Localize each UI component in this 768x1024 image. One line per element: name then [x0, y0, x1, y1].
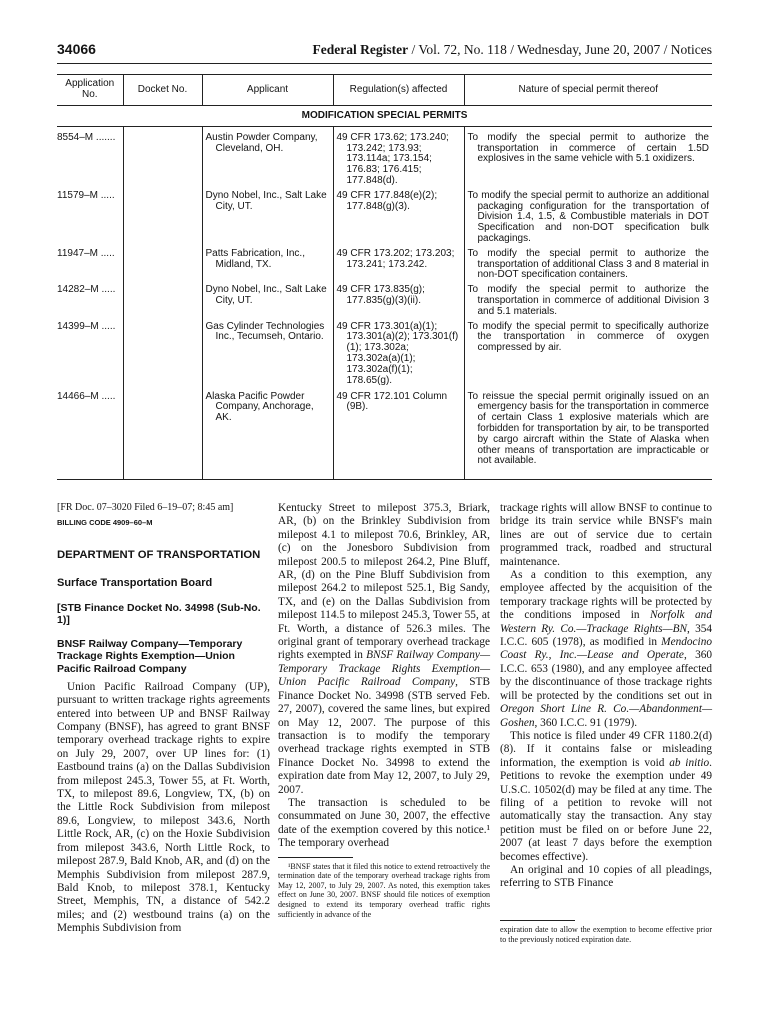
application-number: 11947–M ..... — [57, 247, 115, 259]
table-row — [57, 191, 712, 249]
body-paragraph — [278, 502, 490, 797]
body-paragraph: The transaction is scheduled to be consummated on June 30, 2007, the effective date of the exemption covered by this notice.¹ The temporary overhead — [278, 796, 490, 850]
text-run: , STB Finance Docket No. 34998 (STB served Feb. 27, 2007), covered the same lines, but expired on May 12, 2007. The purpose of this transaction is to modify the temporary overhead trackage rights exempted in STB Finance Docket No. 34998 to extend the expiration date from May 12, 2007, to July 29, 2007. — [278, 676, 490, 796]
applicant: Patts Fabrication, Inc., Midland, TX. — [205, 247, 305, 270]
docket-number — [123, 322, 202, 392]
docket-heading: [STB Finance Docket No. 34998 (Sub-No. 1)] — [57, 602, 261, 627]
regulations: 49 CFR 173.202; 173.203; 173.241; 173.242. — [336, 247, 455, 270]
body-paragraph: Union Pacific Railroad Company (UP), pursuant to written trackage rights agreements entered into between UP and BNSF Railway Company (BNSF), has agreed to grant BNSF temporary overhead trackage rights to expire on July 29, 2007, over UP lines for: (1) Eastbound trains (a) on the Dallas Subdivision from milepost 245.3, Tower 55, at Ft. Worth, TX, to milepost 89.6, Longview, TX, (b) on the Little Rock Subdivision from milepost 89.6, Longview, to milepost 343.6, North Little Rock, AR, (c) on the Hoxie Subdivision from milepost 343.6, North Little Rock, to milepost 287.9, Bald Knob, AR, and (d) on the Memphis Subdivision from milepost 287.9, Bald Knob, to milepost 378.1, Kentucky Street, Memphis, TN, a distance of 542.2 miles; and (2) westbound trains (a) on the Memphis Subdivision from — [57, 680, 270, 935]
regulations: 49 CFR 173.835(g); 177.835(g)(3)(ii). — [336, 284, 425, 306]
table-row — [57, 249, 712, 285]
column-header: Applicant — [202, 75, 333, 106]
permit-nature: To modify the special permit to authorize an additional packaging configuration for the transportation of Division 1.4, 1.5, & Combustible materials in DOT Specification and non-DOT specification bulk packagings. — [467, 189, 709, 244]
text-run: , 360 I.C.C. 653 (1980), and any employee affected by the discontinuance of those trackage rights will be protected by the conditions set out in — [500, 649, 713, 702]
text-run: , 360 I.C.C. 91 (1979). — [534, 716, 638, 729]
body-paragraph — [500, 730, 712, 864]
publication-name: Federal Register — [312, 42, 409, 57]
regulations: 49 CFR 173.62; 173.240; 173.242; 173.93; 173.114a; 173.154; 176.83; 176.415; 177.848(d). — [336, 131, 449, 186]
text-run: This notice is filed under 49 CFR 1180.2(d)(8). If it contains false or misleading information, the exemption is void — [500, 729, 712, 769]
column-header: Nature of special permit thereof — [464, 75, 712, 106]
permit-nature: To modify the special permit to authorize the transportation of additional Class 3 and 8 material in non-DOT specification containers. — [467, 247, 709, 281]
application-number: 14399–M ..... — [57, 320, 116, 332]
docket-number — [123, 126, 202, 190]
table-row — [57, 126, 712, 190]
italic-citation: Norfolk and Western Ry. Co.—Trackage Rights—BN — [500, 609, 712, 635]
agency-heading: DEPARTMENT OF TRANSPORTATION — [57, 549, 261, 562]
footnote-rule — [500, 920, 575, 921]
subagency-heading: Surface Transportation Board — [57, 576, 213, 589]
page-number: 34066 — [57, 41, 96, 57]
docket-number — [123, 392, 202, 480]
footnote-continuation-block — [500, 914, 712, 944]
docket-number — [123, 285, 202, 321]
italic-term: ab initio — [669, 756, 710, 769]
running-head — [313, 42, 713, 58]
body-paragraph — [500, 569, 712, 730]
text-column-2 — [278, 502, 490, 919]
table-row — [57, 285, 712, 321]
permit-nature: To modify the special permit to specifically authorize the transportation in commerce of oxygen compressed by air. — [467, 320, 709, 354]
column-header: Docket No. — [123, 75, 202, 106]
text-column-1 — [57, 502, 270, 936]
special-permits-table — [57, 74, 712, 480]
column-header: Application No. — [57, 75, 123, 106]
italic-citation: BNSF Railway Company—Temporary Trackage Rights Exemption—Union Pacific Railroad Company — [278, 649, 490, 689]
table-row — [57, 322, 712, 392]
table-row — [57, 392, 712, 480]
body-paragraph: trackage rights will allow BNSF to continue to bridge its train service while BNSF's main lines are out of service due to certain programmed track, roadbed and structural maintenance. — [500, 502, 712, 568]
docket-number — [123, 249, 202, 285]
page-header — [57, 41, 712, 59]
text-run: Kentucky Street to milepost 375.3, Briark, AR, (b) on the Brinkley Subdivision from milepost 4.1 to milepost 70.6, Brinkley, AR, (c) on the Jonesboro Subdivision from milepost 200.5 to milepost 264.2, Pine Bluff, AR, (d) on the Pine Bluff Subdivision from milepost 264.2 to milepost 525.1, Big Sandy, TX, and (e) on the Dallas Subdivision from milepost 114.5 to milepost 245.3, Tower 55, at Ft. Worth, a distance of 526.3 miles. The original grant of temporary overhead trackage rights exempted in — [278, 502, 490, 662]
issue-info: / Vol. 72, No. 118 / Wednesday, June 20, 2007 / Notices — [408, 42, 712, 57]
text-column-3 — [500, 502, 712, 891]
application-number: 14466–M ..... — [57, 392, 123, 480]
application-number: 8554–M ....... — [57, 131, 116, 143]
italic-citation: Oregon Short Line R. Co.—Abandonment—Goshen — [500, 703, 712, 729]
text-run: . Petitions to revoke the exemption under 49 U.S.C. 10502(d) may be filed at any time. The filing of a petition to revoke will not automatically stay the transaction. Any stay petition must be filed on or before June 22, 2007 (at least 7 days before the exemption becomes effective). — [500, 756, 712, 863]
footnote-continuation: expiration date to allow the exemption to become effective prior to the previously noticed expiration date. — [500, 925, 712, 944]
table-header-row — [57, 75, 712, 106]
regulations: 49 CFR 177.848(e)(2); 177.848(g)(3). — [336, 189, 438, 212]
docket-number — [123, 191, 202, 249]
fr-doc-line: [FR Doc. 07–3020 Filed 6–19–07; 8:45 am] — [57, 502, 234, 513]
text-run: As a condition to this exemption, any employee affected by the acquisition of the temporary trackage rights will be protected by the conditions imposed in — [500, 569, 712, 622]
column-header: Regulation(s) affected — [333, 75, 464, 106]
billing-code: BILLING CODE 4909–60–M — [57, 518, 153, 527]
regulations: 49 CFR 173.301(a)(1); 173.301(a)(2); 173.301(f)(1); 173.302a; 173.302a(a)(1); 173.302a(f)(1); 178.65(g). — [336, 320, 459, 386]
footnote-rule — [278, 857, 353, 858]
application-number: 14282–M ..... — [57, 284, 116, 296]
permit-nature: To reissue the special permit originally issued on an emergency basis for the transportation in commerce of certain Class 1 explosive materials which are forbidden for transportation by air, to be transported by cargo aircraft within the State of Alaska when other means of transportation are impracticable or not available. — [467, 390, 709, 467]
applicant: Dyno Nobel, Inc., Salt Lake City, UT. — [205, 189, 327, 212]
applicant: Gas Cylinder Technologies Inc., Tecumseh, Ontario. — [205, 320, 325, 343]
body-paragraph: An original and 10 copies of all pleadings, referring to STB Finance — [500, 863, 712, 890]
permit-nature: To modify the special permit to authorize the transportation in commerce of additional Division 3 and 5.1 materials. — [467, 284, 709, 317]
applicant: Austin Powder Company, Cleveland, OH. — [205, 131, 318, 154]
italic-citation: Mendocino Coast Ry., Inc.—Lease and Operate — [500, 636, 712, 662]
notice-title: BNSF Railway Company—Temporary Trackage Rights Exemption—Union Pacific Railroad Company — [57, 638, 243, 675]
text-run: , 354 I.C.C. 605 (1978), as modified in — [500, 622, 713, 649]
applicant: Alaska Pacific Powder Company, Anchorage, AK. — [205, 390, 314, 424]
regulations: 49 CFR 172.101 Column (9B). — [336, 390, 448, 413]
applicant: Dyno Nobel, Inc., Salt Lake City, UT. — [205, 284, 327, 306]
header-rule — [57, 63, 712, 64]
application-number: 11579–M ..... — [57, 189, 115, 201]
section-title: MODIFICATION SPECIAL PERMITS — [57, 106, 712, 127]
permit-nature: To modify the special permit to authorize the transportation in commerce of certain 1.5D explosives in the same vehicle with 5.1 oxidizers. — [467, 131, 709, 165]
footnote: ¹BNSF states that it filed this notice to extend retroactively the termination date of the temporary overhead trackage rights from May 12, 2007, to July 29, 2007. As noted, this exemption takes effect on June 30, 2007. BNSF should file notices of exemption designed to extend its temporary overhead traffic rights sufficiently in advance of the — [278, 861, 490, 919]
